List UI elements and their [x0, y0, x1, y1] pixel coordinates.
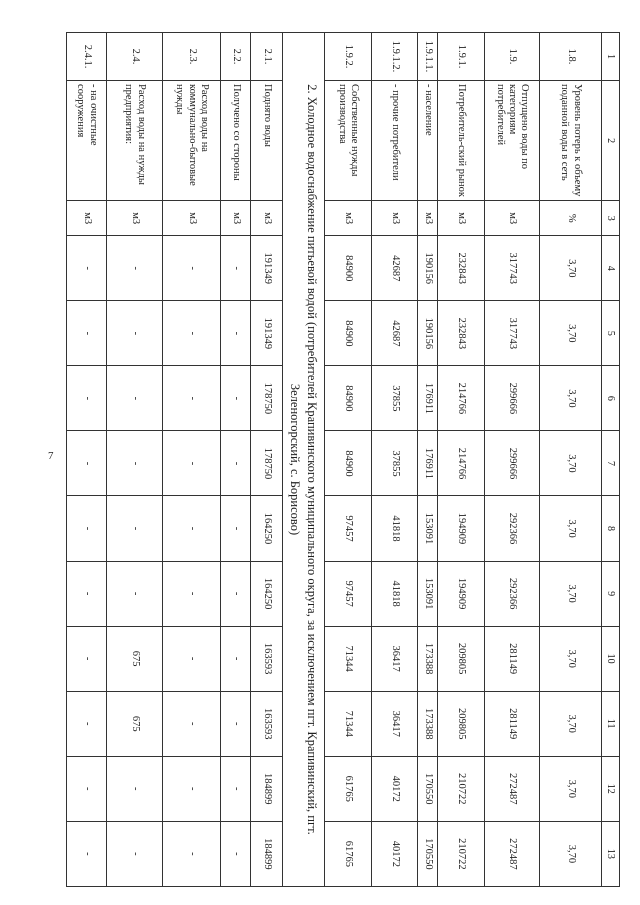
- value-cell: 36417: [372, 691, 418, 756]
- value-cell: 37855: [372, 431, 418, 496]
- row-name: - прочие потребители: [372, 81, 418, 201]
- value-cell: -: [67, 626, 107, 691]
- value-cell: -: [67, 756, 107, 821]
- value-cell: 191349: [251, 301, 283, 366]
- value-cell: 41818: [372, 561, 418, 626]
- value-cell: 191349: [251, 236, 283, 301]
- row-name: Поднято воды: [251, 81, 283, 201]
- value-cell: 232843: [438, 236, 485, 301]
- value-cell: 178750: [251, 366, 283, 431]
- value-cell: -: [67, 821, 107, 886]
- row-code: 1.9.2.: [325, 33, 372, 81]
- value-cell: -: [221, 301, 251, 366]
- value-cell: 40172: [372, 821, 418, 886]
- table-row: [67, 33, 107, 887]
- value-cell: 170550: [418, 756, 438, 821]
- value-cell: 163593: [251, 691, 283, 756]
- table-row: [418, 33, 438, 887]
- row-code: 2.4.1.: [67, 33, 107, 81]
- value-cell: 209805: [438, 691, 485, 756]
- unit-cell: м3: [251, 201, 283, 236]
- value-cell: -: [67, 561, 107, 626]
- row-name: Получено со стороны: [221, 81, 251, 201]
- value-cell: 194909: [438, 496, 485, 561]
- row-name: Отпущено воды по категориям потребителей: [485, 81, 540, 201]
- value-cell: -: [163, 366, 221, 431]
- value-cell: 292366: [485, 561, 540, 626]
- row-name: - на очистные сооружения: [67, 81, 107, 201]
- column-number: 9: [602, 561, 620, 626]
- value-cell: 184899: [251, 756, 283, 821]
- column-number: 4: [602, 236, 620, 301]
- value-cell: 214766: [438, 366, 485, 431]
- value-cell: -: [107, 301, 163, 366]
- value-cell: 71344: [325, 691, 372, 756]
- value-cell: -: [67, 366, 107, 431]
- value-cell: 3,70: [540, 496, 602, 561]
- value-cell: 170550: [418, 821, 438, 886]
- row-name: Потребитель-ский рынок: [438, 81, 485, 201]
- table-row: [107, 33, 163, 887]
- value-cell: 317743: [485, 236, 540, 301]
- row-name: Расход воды на коммунально-бытовые нужды: [163, 81, 221, 201]
- value-cell: 272487: [485, 821, 540, 886]
- value-cell: 178750: [251, 431, 283, 496]
- unit-cell: м3: [372, 201, 418, 236]
- value-cell: -: [67, 691, 107, 756]
- value-cell: -: [163, 626, 221, 691]
- value-cell: -: [163, 496, 221, 561]
- table-body: [67, 33, 620, 887]
- value-cell: -: [221, 561, 251, 626]
- value-cell: 153091: [418, 496, 438, 561]
- value-cell: 84900: [325, 236, 372, 301]
- row-code: 2.4.: [107, 33, 163, 81]
- value-cell: 3,70: [540, 821, 602, 886]
- row-name: Собственные нужды производства: [325, 81, 372, 201]
- unit-cell: м3: [221, 201, 251, 236]
- column-number: 12: [602, 756, 620, 821]
- value-cell: 317743: [485, 301, 540, 366]
- value-cell: -: [221, 821, 251, 886]
- value-cell: -: [107, 431, 163, 496]
- value-cell: 210722: [438, 756, 485, 821]
- value-cell: 164250: [251, 561, 283, 626]
- row-code: 1.9.1.1.: [418, 33, 438, 81]
- value-cell: -: [107, 366, 163, 431]
- column-number: 3: [602, 201, 620, 236]
- row-code: 1.8.: [540, 33, 602, 81]
- row-code: 2.1.: [251, 33, 283, 81]
- value-cell: 675: [107, 626, 163, 691]
- row-name: Уровень потерь к объему поданной воды в сеть: [540, 81, 602, 201]
- table-row: [540, 33, 602, 887]
- table-row: [372, 33, 418, 887]
- value-cell: 61765: [325, 821, 372, 886]
- value-cell: 173388: [418, 691, 438, 756]
- value-cell: 163593: [251, 626, 283, 691]
- value-cell: 3,70: [540, 561, 602, 626]
- unit-cell: м3: [418, 201, 438, 236]
- column-number: 10: [602, 626, 620, 691]
- value-cell: 3,70: [540, 691, 602, 756]
- value-cell: -: [221, 691, 251, 756]
- table-row: [438, 33, 485, 887]
- row-name: - население: [418, 81, 438, 201]
- row-code: 1.9.1.: [438, 33, 485, 81]
- value-cell: -: [67, 431, 107, 496]
- column-number: 5: [602, 301, 620, 366]
- value-cell: 675: [107, 691, 163, 756]
- value-cell: -: [163, 431, 221, 496]
- table-row: [163, 33, 221, 887]
- value-cell: 184899: [251, 821, 283, 886]
- value-cell: 3,70: [540, 236, 602, 301]
- unit-cell: м3: [107, 201, 163, 236]
- value-cell: 84900: [325, 301, 372, 366]
- value-cell: 153091: [418, 561, 438, 626]
- water-balance-table: [66, 32, 620, 887]
- value-cell: 210722: [438, 821, 485, 886]
- row-code: 2.2.: [221, 33, 251, 81]
- value-cell: -: [221, 236, 251, 301]
- value-cell: -: [221, 366, 251, 431]
- value-cell: 272487: [485, 756, 540, 821]
- value-cell: 3,70: [540, 301, 602, 366]
- value-cell: -: [107, 236, 163, 301]
- value-cell: 3,70: [540, 756, 602, 821]
- column-number: 2: [602, 81, 620, 201]
- unit-cell: м3: [67, 201, 107, 236]
- value-cell: 190156: [418, 236, 438, 301]
- value-cell: -: [107, 496, 163, 561]
- header-row: [602, 33, 620, 887]
- value-cell: 299666: [485, 366, 540, 431]
- section-row: [283, 33, 325, 887]
- value-cell: -: [107, 561, 163, 626]
- value-cell: 176911: [418, 431, 438, 496]
- value-cell: 281149: [485, 626, 540, 691]
- value-cell: 190156: [418, 301, 438, 366]
- table-row: [251, 33, 283, 887]
- value-cell: 41818: [372, 496, 418, 561]
- page-number: 7: [48, 450, 54, 462]
- value-cell: 3,70: [540, 626, 602, 691]
- value-cell: 214766: [438, 431, 485, 496]
- value-cell: -: [221, 496, 251, 561]
- row-code: 1.9.: [485, 33, 540, 81]
- value-cell: 232843: [438, 301, 485, 366]
- value-cell: -: [107, 821, 163, 886]
- value-cell: 3,70: [540, 431, 602, 496]
- value-cell: 194909: [438, 561, 485, 626]
- value-cell: 97457: [325, 561, 372, 626]
- column-number: 1: [602, 33, 620, 81]
- row-code: 1.9.1.2.: [372, 33, 418, 81]
- value-cell: 71344: [325, 626, 372, 691]
- value-cell: 3,70: [540, 366, 602, 431]
- value-cell: 36417: [372, 626, 418, 691]
- rotated-table-area: [75, 32, 620, 887]
- table-row: [325, 33, 372, 887]
- value-cell: -: [67, 496, 107, 561]
- section-title: 2. Холодное водоснабжение питьевой водой (потребителей Крапивинского муниципального округа, за исключением пгт. Крапивинский, пгт. Зеленогорский, с. Борисово): [283, 33, 325, 887]
- value-cell: -: [163, 236, 221, 301]
- value-cell: 176911: [418, 366, 438, 431]
- value-cell: 281149: [485, 691, 540, 756]
- value-cell: 42687: [372, 301, 418, 366]
- value-cell: -: [67, 236, 107, 301]
- unit-cell: %: [540, 201, 602, 236]
- value-cell: -: [163, 301, 221, 366]
- column-number: 8: [602, 496, 620, 561]
- value-cell: 84900: [325, 366, 372, 431]
- value-cell: 299666: [485, 431, 540, 496]
- value-cell: 37855: [372, 366, 418, 431]
- value-cell: -: [163, 561, 221, 626]
- column-number: 11: [602, 691, 620, 756]
- value-cell: -: [163, 756, 221, 821]
- row-code: 2.3.: [163, 33, 221, 81]
- value-cell: 209805: [438, 626, 485, 691]
- column-number: 6: [602, 366, 620, 431]
- value-cell: 97457: [325, 496, 372, 561]
- value-cell: 61765: [325, 756, 372, 821]
- unit-cell: м3: [438, 201, 485, 236]
- value-cell: -: [221, 431, 251, 496]
- value-cell: 292366: [485, 496, 540, 561]
- value-cell: 84900: [325, 431, 372, 496]
- unit-cell: м3: [485, 201, 540, 236]
- table-row: [485, 33, 540, 887]
- value-cell: -: [221, 756, 251, 821]
- value-cell: 164250: [251, 496, 283, 561]
- value-cell: -: [107, 756, 163, 821]
- value-cell: -: [221, 626, 251, 691]
- value-cell: -: [67, 301, 107, 366]
- unit-cell: м3: [163, 201, 221, 236]
- unit-cell: м3: [325, 201, 372, 236]
- value-cell: 173388: [418, 626, 438, 691]
- value-cell: -: [163, 821, 221, 886]
- value-cell: 40172: [372, 756, 418, 821]
- row-name: Расход воды на нужды предприятия:: [107, 81, 163, 201]
- column-number: 13: [602, 821, 620, 886]
- value-cell: -: [163, 691, 221, 756]
- value-cell: 42687: [372, 236, 418, 301]
- table-row: [221, 33, 251, 887]
- column-number: 7: [602, 431, 620, 496]
